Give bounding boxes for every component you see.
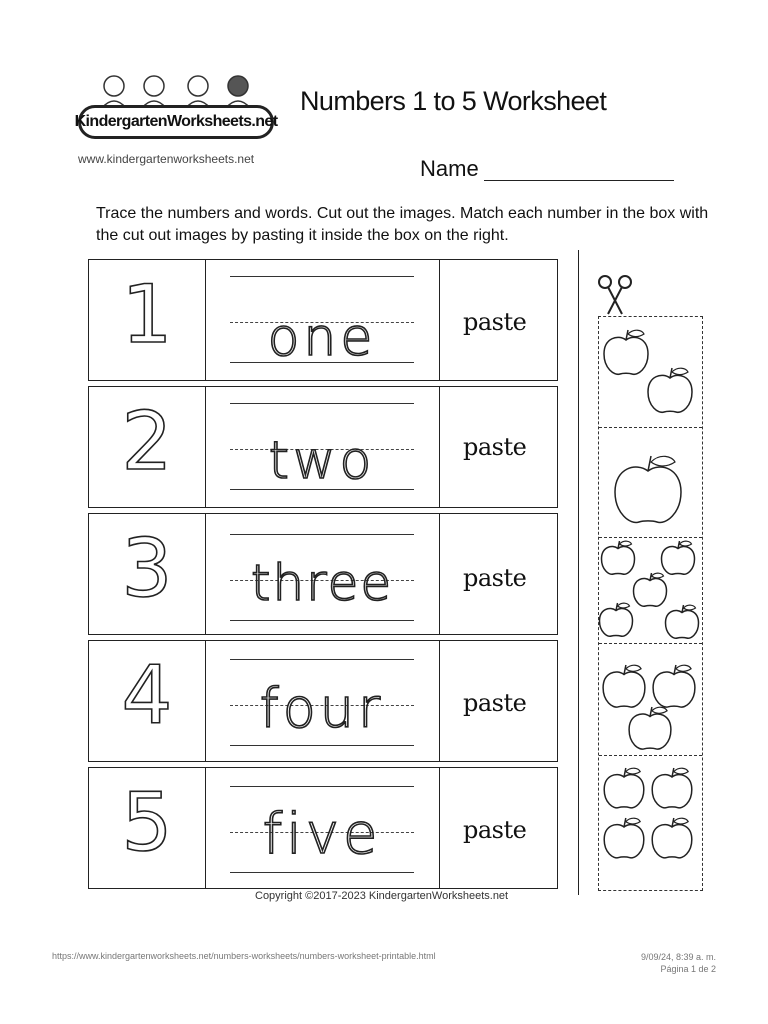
paste-label: paste bbox=[463, 816, 527, 844]
trace-digit: 3 bbox=[121, 522, 173, 615]
apple-icon bbox=[653, 665, 695, 707]
apple-icon bbox=[604, 330, 648, 374]
trace-word: one bbox=[267, 308, 377, 368]
apple-icon bbox=[604, 768, 644, 808]
paste-label: paste bbox=[463, 308, 527, 336]
apple-cutouts bbox=[598, 316, 703, 891]
footer-url: https://www.kindergartenworksheets.net/numbers-worksheets/numbers-worksheet-printable.html bbox=[52, 951, 436, 961]
number-row bbox=[88, 386, 558, 508]
footer-timestamp: 9/09/24, 8:39 a. m. bbox=[640, 952, 716, 962]
apple-icon bbox=[652, 818, 692, 858]
apple-icon bbox=[615, 456, 681, 522]
trace-word-cell bbox=[205, 768, 439, 888]
trace-digit: 1 bbox=[121, 268, 173, 361]
paste-label: paste bbox=[463, 433, 527, 461]
paste-label: paste bbox=[463, 564, 527, 592]
kids-logo-icon bbox=[92, 72, 262, 108]
trace-digit: 5 bbox=[121, 776, 173, 869]
trace-word: five bbox=[262, 802, 382, 867]
apple-icon bbox=[662, 541, 695, 574]
footer-date bbox=[641, 951, 716, 975]
trace-digit: 2 bbox=[121, 395, 173, 488]
number-row bbox=[88, 640, 558, 762]
trace-digit: 4 bbox=[121, 649, 173, 742]
apple-icon bbox=[603, 665, 645, 707]
number-row bbox=[88, 513, 558, 635]
apple-icon bbox=[666, 605, 699, 638]
trace-word-cell bbox=[205, 387, 439, 507]
trace-word: two bbox=[268, 431, 376, 491]
trace-word: four bbox=[259, 677, 385, 740]
number-row bbox=[88, 259, 558, 381]
apple-icon bbox=[602, 541, 635, 574]
paste-label: paste bbox=[463, 689, 527, 717]
footer-page: Página 1 de 2 bbox=[660, 964, 716, 974]
trace-word-cell bbox=[205, 260, 439, 380]
scissors-icon bbox=[596, 274, 634, 316]
number-row bbox=[88, 767, 558, 889]
name-label: Name bbox=[420, 156, 479, 181]
trace-word-cell bbox=[205, 514, 439, 634]
site-logo: KindergartenWorksheets.net bbox=[78, 105, 274, 139]
apple-icon bbox=[629, 707, 671, 749]
trace-word-cell bbox=[205, 641, 439, 761]
instructions: Trace the numbers and words. Cut out the images. Match each number in the box with the cut out images by pasting it inside the box on the right. bbox=[96, 205, 709, 244]
trace-word: three bbox=[250, 554, 394, 612]
cut-separator bbox=[578, 250, 579, 895]
page-title: Numbers 1 to 5 Worksheet bbox=[300, 86, 607, 116]
name-field-line bbox=[484, 180, 674, 181]
apple-icon bbox=[648, 368, 692, 412]
logo-url: www.kindergartenworksheets.net bbox=[78, 152, 255, 166]
apple-icon bbox=[652, 768, 692, 808]
copyright: Copyright ©2017-2023 KindergartenWorksheets.net bbox=[255, 890, 509, 902]
apple-icon bbox=[600, 603, 633, 636]
apple-icon bbox=[634, 573, 667, 606]
apple-icon bbox=[604, 818, 644, 858]
